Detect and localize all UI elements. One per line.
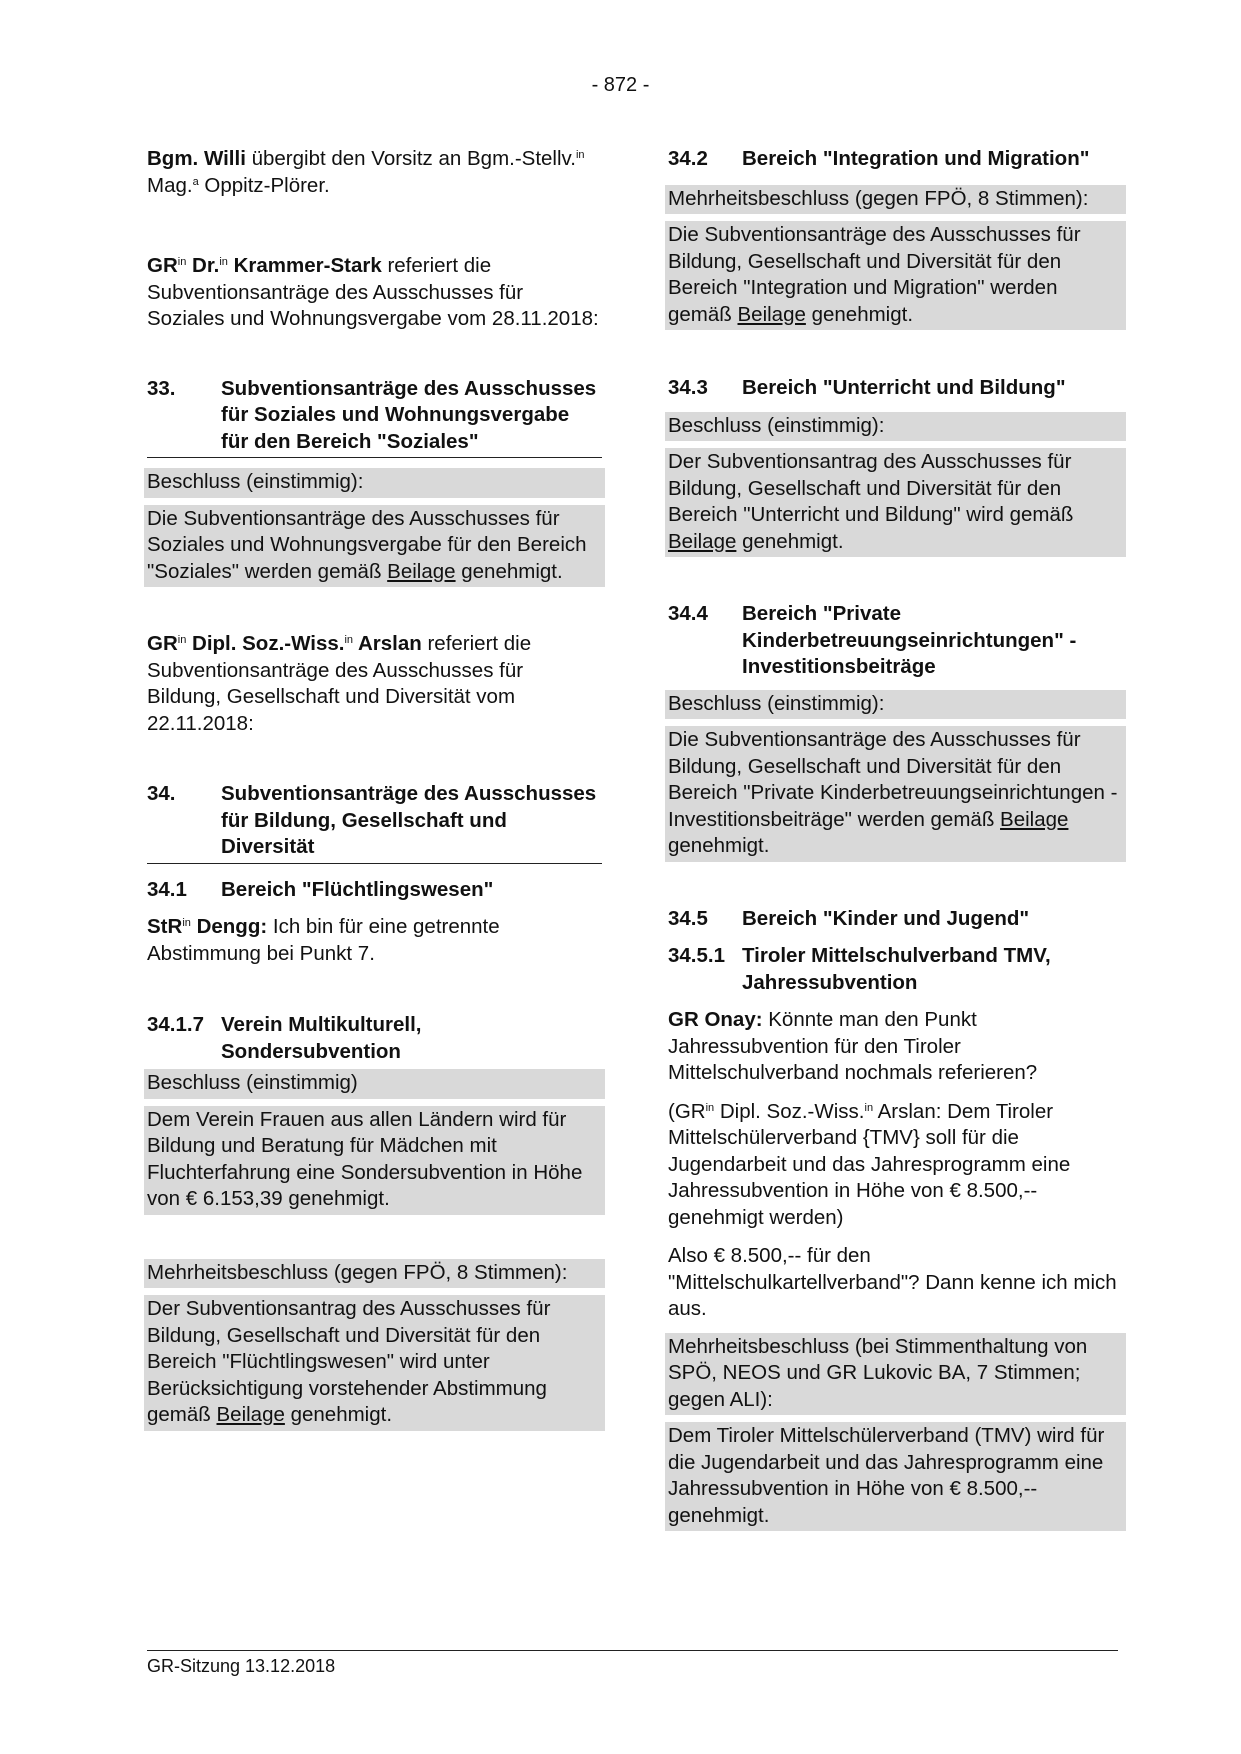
speaker-paragraph-dengg: StR$^{in}$ Dengg: Ich bin für eine getrennte Abstimmung bei Punkt 7. [147,915,500,965]
footer-session-date: GR-Sitzung 13.12.2018 [147,1650,1118,1677]
beilage-link[interactable]: Beilage [668,529,737,553]
resolution-label-34-1-7: Beschluss (einstimmig) [144,1069,605,1099]
speaker-paragraph-krammer-stark: $GR^{in}$ Dr.$^{in}$ Krammer-Stark referiert die Subventionsanträge des Ausschusses für Soziales und Wohnungsvergabe vom 28.11.2018: [147,254,599,330]
interjection-paragraph-arslan: ($GR^{in}$ Dipl. Soz.-Wiss.$^{in}$ Arslan: Dem Tiroler Mittelschülerverband {TMV} soll für die Jugendarbeit und das Jahresprogramm eine Jahressubvention in Höhe von € 8.500,-- genehmigt werden) [668,1099,1071,1229]
resolution-text-34-2: Die Subventionsanträge des Ausschusses für Bildung, Gesellschaft und Diversität für den Bereich "Integration und Migration" werden gemäß Beilage genehmigt. [665,221,1126,330]
section-heading-34-4: 34.4 Bereich "Private Kinderbetreuungseinrichtungen" - Investitionsbeiträge [668,602,1077,678]
resolution-label-34-4: Beschluss (einstimmig): [665,690,1126,720]
chair-handover-paragraph: Bgm. Willi übergibt den Vorsitz an Bgm.-Stellv.$^{in}$ Mag.$^a$ Oppitz-Plörer. [147,147,585,197]
resolution-label-34-3: Beschluss (einstimmig): [665,412,1126,442]
beilage-link[interactable]: Beilage [387,559,456,583]
right-column [668,146,1123,1531]
resolution-text-33: Die Subventionsanträge des Ausschusses für Soziales und Wohnungsvergabe für den Bereich "Soziales" werden gemäß Beilage genehmigt. [144,505,605,588]
left-column [147,146,602,1431]
beilage-link[interactable]: Beilage [1000,807,1069,831]
resolution-text-34-4: Die Subventionsanträge des Ausschusses für Bildung, Gesellschaft und Diversität für den Bereich "Private Kinderbetreuungseinrichtungen - Investitionsbeiträge" werden gemäß Beilage genehmigt. [665,726,1126,862]
follow-up-paragraph: Also € 8.500,-- für den "Mittelschulkartellverband"? Dann kenne ich mich aus. [668,1244,1117,1320]
resolution-text-34-3: Der Subventionsantrag des Ausschusses für Bildung, Gesellschaft und Diversität für den Bereich "Unterricht und Bildung" wird gemäß Beilage genehmigt. [665,448,1126,557]
section-heading-34-2: 34.2 Bereich "Integration und Migration" [668,147,1090,170]
beilage-link[interactable]: Beilage [216,1403,285,1426]
resolution-label-34-2: Mehrheitsbeschluss (gegen FPÖ, 8 Stimmen): [665,185,1126,215]
speaker-paragraph-onay: GR Onay: Könnte man den Punkt Jahressubvention für den Tiroler Mittelschulverband nochmals referieren? [668,1008,1038,1084]
resolution-label-34-1: Mehrheitsbeschluss (gegen FPÖ, 8 Stimmen): [144,1259,605,1289]
section-heading-34-3: 34.3 Bereich "Unterricht und Bildung" [668,376,1066,399]
section-heading-34-5-1: 34.5.1 Tiroler Mittelschulverband TMV, Jahressubvention [668,944,1051,994]
speaker-paragraph-arslan: $GR^{in}$ Dipl. Soz.-Wiss.$^{in}$ Arslan referiert die Subventionsanträge des Ausschusses für Bildung, Gesellschaft und Diversität vom 22.11.2018: [147,632,532,735]
section-heading-34: 34. Subventionsanträge des Ausschusses für Bildung, Gesellschaft und Diversität [147,781,602,864]
resolution-text-34-1-7: Dem Verein Frauen aus allen Ländern wird für Bildung und Beratung für Mädchen mit Fluchterfahrung eine Sondersubvention in Höhe von € 6.153,39 genehmigt. [144,1106,605,1215]
resolution-label-34-5-1: Mehrheitsbeschluss (bei Stimmenthaltung von SPÖ, NEOS und GR Lukovic BA, 7 Stimmen; gegen ALI): [665,1333,1126,1416]
section-heading-34-1-7: 34.1.7 Verein Multikulturell, Sondersubvention [147,1013,422,1063]
section-heading-33: 33. Subventionsanträge des Ausschusses für Soziales und Wohnungsvergabe für den Bereich "Soziales" [147,376,602,459]
resolution-label-33: Beschluss (einstimmig): [144,468,605,498]
section-heading-34-5: 34.5 Bereich "Kinder und Jugend" [668,906,1030,930]
resolution-text-34-5-1: Dem Tiroler Mittelschülerverband (TMV) wird für die Jugendarbeit und das Jahresprogramm eine Jahressubvention in Höhe von € 8.500,-- genehmigt. [665,1422,1126,1531]
beilage-link[interactable]: Beilage [737,302,806,326]
resolution-text-34-1: Der Subventionsantrag des Ausschusses für Bildung, Gesellschaft und Diversität für den Bereich "Flüchtlingswesen" wird unter Berücksichtigung vorstehender Abstimmung gemäß Beilage genehmigt. [144,1295,605,1431]
section-heading-34-1: 34.1 Bereich "Flüchtlingswesen" [147,877,494,901]
page-number: - 872 - [591,74,650,96]
